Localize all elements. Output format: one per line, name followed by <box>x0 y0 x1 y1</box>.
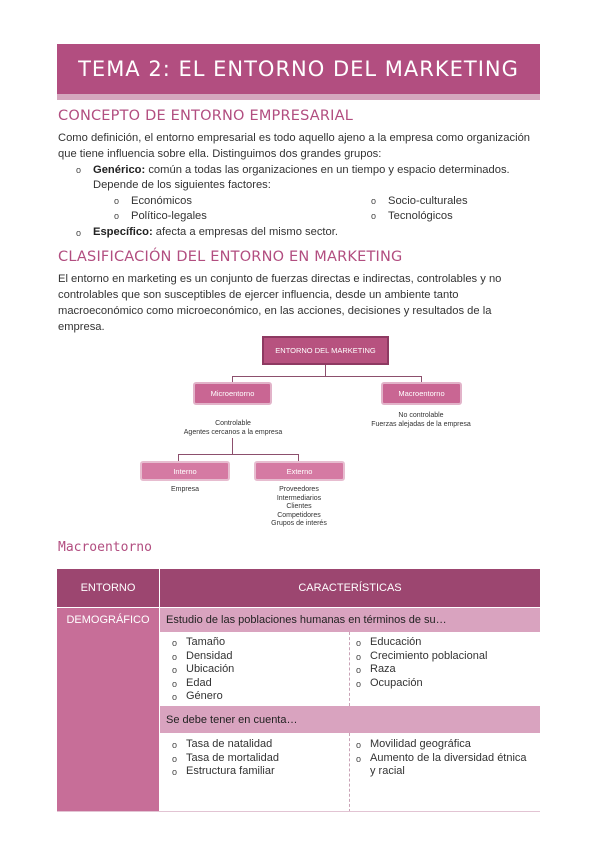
clasificacion-line-3: macroeconómico como microeconómico, en las acciones, decisiones y resultados de la <box>58 305 492 317</box>
table-row-label: DEMOGRÁFICO <box>66 614 150 626</box>
table-header-entorno: ENTORNO <box>57 569 159 607</box>
diagram-connector <box>232 438 233 454</box>
list-bullet-icon: o <box>172 753 178 764</box>
page-title-bar <box>57 44 540 100</box>
list-item-continuation: y racial <box>370 765 405 777</box>
diagram-externo-box: Externo <box>254 461 345 481</box>
section-heading-macroentorno: Macroentorno <box>58 540 152 555</box>
list-item: Densidad <box>186 649 233 662</box>
list-bullet-icon: o <box>172 767 178 777</box>
list-bullet-icon: o <box>172 665 178 675</box>
macro-desc-1: No controlable <box>398 412 444 419</box>
diagram-connector <box>232 376 422 377</box>
specific-item <box>93 224 338 240</box>
list-item: Movilidad geográfica <box>370 738 471 750</box>
list-bullet-icon: o <box>356 740 362 750</box>
micro-desc-1: Controlable <box>215 420 251 427</box>
table-header-caracteristicas: CARACTERÍSTICAS <box>159 569 540 607</box>
generic-item <box>93 162 543 178</box>
bullet-icon: o <box>76 165 82 175</box>
table-subheader-1: Estudio de las poblaciones humanas en términos de su… <box>159 607 540 632</box>
list-item: Tasa de mortalidad <box>186 751 279 764</box>
subbullet-icon: o <box>114 211 120 221</box>
table-bottom-border <box>57 811 540 812</box>
diagram-micro-box: Microentorno <box>193 382 272 405</box>
specific-text: afecta a empresas del mismo sector. <box>152 226 338 238</box>
diagram-connector <box>298 454 299 461</box>
list-item: Educación <box>370 636 422 648</box>
table-divider <box>349 632 350 706</box>
externo-desc-1: Proveedores <box>279 486 319 493</box>
list-item: Aumento de la diversidad étnica <box>370 751 527 764</box>
table-divider <box>349 733 350 812</box>
list-bullet-icon: o <box>172 692 178 702</box>
list-item: Tamaño <box>186 636 226 648</box>
list-item: Estructura familiar <box>186 765 275 777</box>
clasificacion-line-1: El entorno en marketing es un conjunto de fuerzas directas e indirectas, controlables y no <box>58 273 502 285</box>
list-bullet-icon: o <box>172 740 178 750</box>
externo-desc-3: Clientes <box>286 503 312 510</box>
table-subheader-2: Se debe tener en cuenta… <box>159 706 540 733</box>
list-item: Raza <box>370 663 396 675</box>
list-item: Ubicación <box>186 663 235 675</box>
diagram-root-box: ENTORNO DEL MARKETING <box>262 336 389 365</box>
list-bullet-icon: o <box>356 678 362 689</box>
interno-desc: Empresa <box>170 486 199 493</box>
diagram-connector <box>178 454 299 455</box>
list-item: Crecimiento poblacional <box>370 649 488 662</box>
diagram-connector <box>325 365 326 376</box>
diagram-macro-box: Macroentorno <box>381 382 462 405</box>
list-bullet-icon: o <box>356 638 362 648</box>
factor-socio-culturales: Socio-culturales <box>388 195 468 207</box>
page-title: TEMA 2: EL ENTORNO DEL MARKETING <box>78 57 519 81</box>
list-item: Tasa de natalidad <box>186 738 273 750</box>
factor-tecnologicos: Tecnológicos <box>388 210 453 222</box>
list-item: Género <box>186 690 223 702</box>
specific-label: Específico: <box>93 226 153 238</box>
factor-economicos: Económicos <box>131 195 192 207</box>
subbullet-icon: o <box>371 196 377 206</box>
subbullet-icon: o <box>114 196 120 206</box>
generic-label: Genérico: <box>93 164 146 176</box>
factor-politico-legales: Político-legales <box>131 210 207 222</box>
list-bullet-icon: o <box>172 651 178 662</box>
list-bullet-icon: o <box>356 753 362 764</box>
list-bullet-icon: o <box>356 651 362 662</box>
table-row-label-cell <box>57 607 159 812</box>
list-bullet-icon: o <box>356 665 362 675</box>
intro-line-2: que tiene influencia sobre ella. Distinguimos dos grandes grupos: <box>58 148 382 160</box>
externo-desc-4: Competidores <box>277 511 321 519</box>
generic-line-2: Depende de los siguientes factores: <box>93 179 271 191</box>
list-item: Ocupación <box>370 676 423 689</box>
intro-line-1: Como definición, el entorno empresarial es todo aquello ajeno a la empresa como organización <box>58 132 531 144</box>
externo-desc-5: Grupos de interés <box>271 520 327 527</box>
externo-desc-2: Intermediarios <box>276 494 322 502</box>
bullet-icon: o <box>76 228 82 238</box>
generic-text: común a todas las organizaciones en un tiempo y espacio determinados. <box>145 164 510 176</box>
subbullet-icon: o <box>371 211 377 221</box>
list-bullet-icon: o <box>172 678 178 689</box>
macro-desc-2: Fuerzas alejadas de la empresa <box>371 421 471 428</box>
list-bullet-icon: o <box>172 638 178 648</box>
section-heading-concepto: CONCEPTO DE ENTORNO EMPRESARIAL <box>58 108 354 124</box>
clasificacion-line-2: controlables que son susceptibles de ejercer influencia, desde un ambiente tanto <box>58 289 459 301</box>
section-heading-clasificacion: CLASIFICACIÓN DEL ENTORNO EN MARKETING <box>58 249 403 265</box>
list-item: Edad <box>186 676 212 689</box>
diagram-interno-box: Interno <box>140 461 230 481</box>
diagram-connector <box>178 454 179 461</box>
micro-desc-2: Agentes cercanos a la empresa <box>183 429 283 436</box>
clasificacion-line-4: empresa. <box>58 321 105 333</box>
